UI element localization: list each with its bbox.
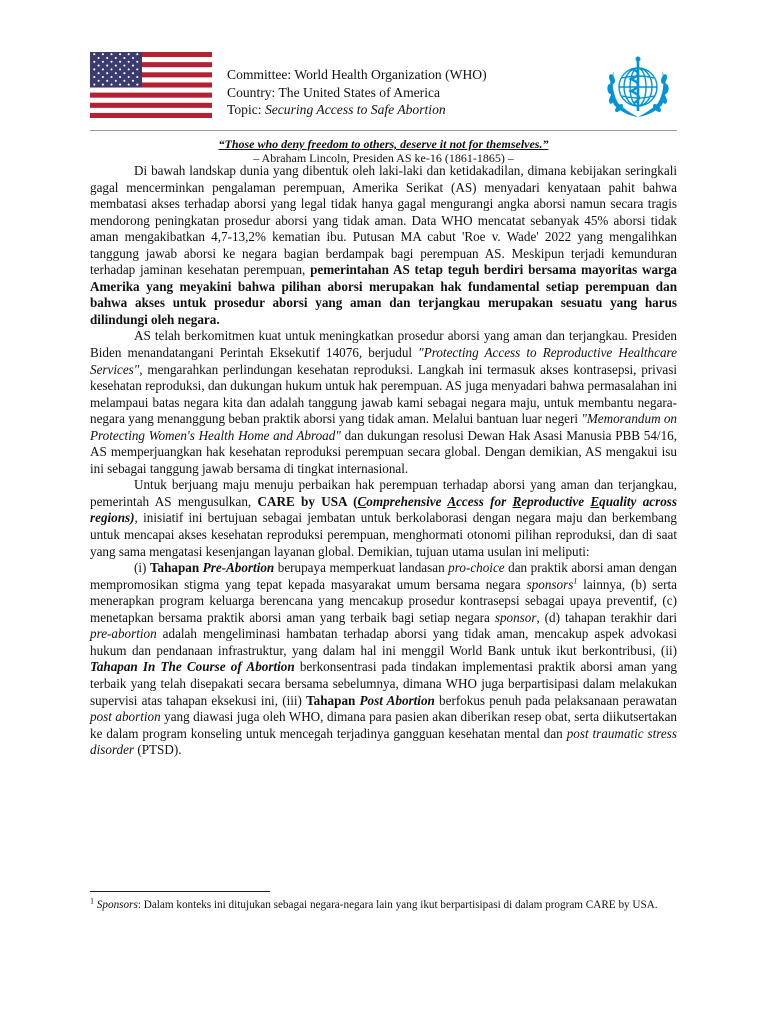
flag-star — [119, 84, 121, 86]
flag-star — [119, 61, 121, 63]
flag-star — [102, 61, 104, 63]
flag-star — [128, 76, 130, 78]
flag-star — [115, 72, 117, 74]
paragraph-intro: Di bawah landskap dunia yang dibentuk oleh laki-laki dan ketidakadilan, dimana kebijakan seringkali gagal mencerminkan pengalaman perempuan, Amerika Serikat (AS) menyadari kenyataan pahit bahwa membatasi akses terhadap aborsi yang legal tidak hanya gagal mengurangi angka aborsi namun secara tragis mendorong peningkatan prosedur aborsi yang tidak aman. Data WHO mencatat sebanyak 45% aborsi tidak aman mengakibatkan 4,7-13,2% kematian ibu. Putusan MA cabut 'Roe v. Wade' 2022 yang mengalihkan tanggung jawab aborsi ke negara bagian berdampak bagi perempuan AS. Meskipun terjadi kemunduran terhadap jaminan kesehatan perempuan, pemerintahan AS tetap teguh berdiri bersama mayoritas warga Amerika yang meyakini bahwa pilihan aborsi merupakan hak fundamental setiap perempuan dan bahwa akses untuk prosedur aborsi yang aman dan terjangkau merupakan sesuatu yang harus dilindungi oleh negara. — [90, 163, 678, 327]
flag-star — [106, 57, 108, 59]
flag-star — [98, 65, 100, 67]
flag-star — [102, 76, 104, 78]
topic-line: Topic: Securing Access to Safe Abortion — [227, 102, 446, 117]
flag-star — [102, 84, 104, 86]
flag-star — [128, 53, 130, 55]
header-divider — [90, 130, 677, 131]
paragraph-stages: (i) Tahapan Pre-Abortion berupaya memperkuat landasan pro-choice dan praktik aborsi aman dengan mempromosikan stigma yang tepat kepada masyarakat umum bersama negara sponsors$^1$ lainnya, (b) serta menerapkan program keluarga berencana yang mencakup prosedur kontrasepsi sebagai upaya preventif, (c) menetapkan bersama praktik aborsi aman yang terbaik bagi setiap negara sponsor, (d) tahapan terakhir dari pre-abortion adalah mengeliminasi hambatan terhadap aborsi yang tidak aman, mencakup aspek advokasi hukum dan pendanaan infrastruktur, yang dalam hal ini menggil World Bank untuk ikut berkontribusi, (ii) Tahapan In The Course of Abortion berkonsentrasi pada tindakan implementasi praktik aborsi aman yang terbaik yang telah disepakati secara bersama sebelumnya, dimana WHO juga berpartisipasi dalam melakukan supervisi atas tahapan eksekusi ini, (iii) Tahapan Post Abortion berfokus penuh pada pelaksanaan perawatan post abortion yang diawasi juga oleh WHO, dimana para pasien akan diberikan resep obat, serta diikutsertakan ke dalam program konseling untuk mencegah terjadinya gangguan kesehatan mental dan post traumatic stress disorder (PTSD). — [90, 560, 677, 758]
flag-star — [93, 61, 95, 63]
flag-star — [128, 61, 130, 63]
position-paper-body — [90, 163, 677, 759]
opening-quote — [90, 137, 677, 165]
flag-star — [106, 72, 108, 74]
flag-star — [136, 68, 138, 70]
flag-star — [102, 53, 104, 55]
flag-star — [110, 53, 112, 55]
flag-star — [106, 65, 108, 67]
flag-star — [93, 68, 95, 70]
paragraph-commitment: AS telah berkomitmen kuat untuk meningkatkan prosedur aborsi yang aman dan terjangkau. Presiden Biden menandatangani Perintah Eksekutif 14076, berjudul "Protecting Access to Reproductive Healthcare Services", mengarahkan perlindungan kesehatan reproduksi. Langkah ini termasuk akses kontrasepsi, privasi kesehatan reproduksi, dan dukungan hukum untuk hak perempuan. AS juga menyadari bahwa permasalahan ini melampaui batas negara kita dan adalah tanggung jawab kami sebagai negara maju, untuk membantu negara-negara yang menanggung beban praktik aborsi yang tidak aman. Melalui bantuan luar negeri "Memorandum on Protecting Women's Health Home and Abroad" dan dukungan resolusi Dewan Hak Asasi Manusia PBB 54/16, AS memperjuangkan hak kesehatan reproduksi perempuan secara global. Dengan demikian, AS mengakui isu ini sebagai tanggung jawab bersama di tingkat internasional. — [90, 328, 677, 476]
flag-star — [119, 68, 121, 70]
flag-star — [110, 61, 112, 63]
country-line: Country: The United States of America — [227, 84, 441, 100]
flag-star — [136, 84, 138, 86]
flag-star — [115, 80, 117, 82]
topic-value: Securing Access to Safe Abortion — [264, 102, 446, 117]
footnote-text: : Dalam konteks ini ditujukan sebagai negara-negara lain yang ikut berpartisipasi di dalam program CARE by USA. — [137, 899, 658, 911]
flag-star — [98, 72, 100, 74]
flag-star — [93, 76, 95, 78]
flag-star — [128, 84, 130, 86]
flag-star — [123, 65, 125, 67]
flag-star — [110, 84, 112, 86]
flag-star — [132, 80, 134, 82]
footnote-divider — [90, 891, 270, 892]
flag-star — [98, 57, 100, 59]
flag-star — [119, 53, 121, 55]
flag-star — [119, 76, 121, 78]
flag-star — [98, 80, 100, 82]
footnote — [90, 898, 677, 912]
flag-star — [110, 76, 112, 78]
flag-star — [132, 65, 134, 67]
flag-star — [93, 53, 95, 55]
flag-star — [123, 80, 125, 82]
flag-star — [136, 53, 138, 55]
flag-star — [102, 68, 104, 70]
flag-star — [132, 57, 134, 59]
flag-star — [128, 68, 130, 70]
flag-star — [123, 57, 125, 59]
flag-star — [110, 68, 112, 70]
footnote-term: Sponsors — [96, 899, 138, 911]
quote-text: “Those who deny freedom to others, deserve it not for themselves.” — [218, 137, 549, 151]
us-flag-icon — [90, 52, 212, 118]
flag-star — [136, 76, 138, 78]
quote-attribution: – Abraham Lincoln, Presiden AS ke-16 (1861-1865) – — [253, 151, 514, 165]
flag-star — [93, 84, 95, 86]
flag-star — [115, 57, 117, 59]
flag-star — [136, 61, 138, 63]
flag-star — [132, 72, 134, 74]
flag-star — [106, 80, 108, 82]
paragraph-proposal: Untuk berjuang maju menuju perbaikan hak perempuan terhadap aborsi yang aman dan terjangkau, pemerintah AS mengusulkan, CARE by USA (Comprehensive Access for Reproductive Equality across regions), inisiatif ini bertujuan sebagai jembatan untuk berkolaborasi dengan negara maju dan berkembang untuk mencapai akses kesehatan reproduksi perempuan, menghormati otonomi pilihan reproduksi, dan di saat yang sama mengatasi kesenjangan layanan global. Demikian, tujuan utama usulan ini meliputi: — [90, 477, 678, 559]
committee-line: Committee: World Health Organization (WHO) — [227, 67, 487, 82]
flag-star — [123, 72, 125, 74]
footnote-ref: 1 — [573, 576, 578, 586]
header-info — [227, 66, 487, 119]
footnote-number: 1 — [90, 896, 94, 906]
flag-star — [115, 65, 117, 67]
who-emblem-icon — [600, 53, 676, 123]
